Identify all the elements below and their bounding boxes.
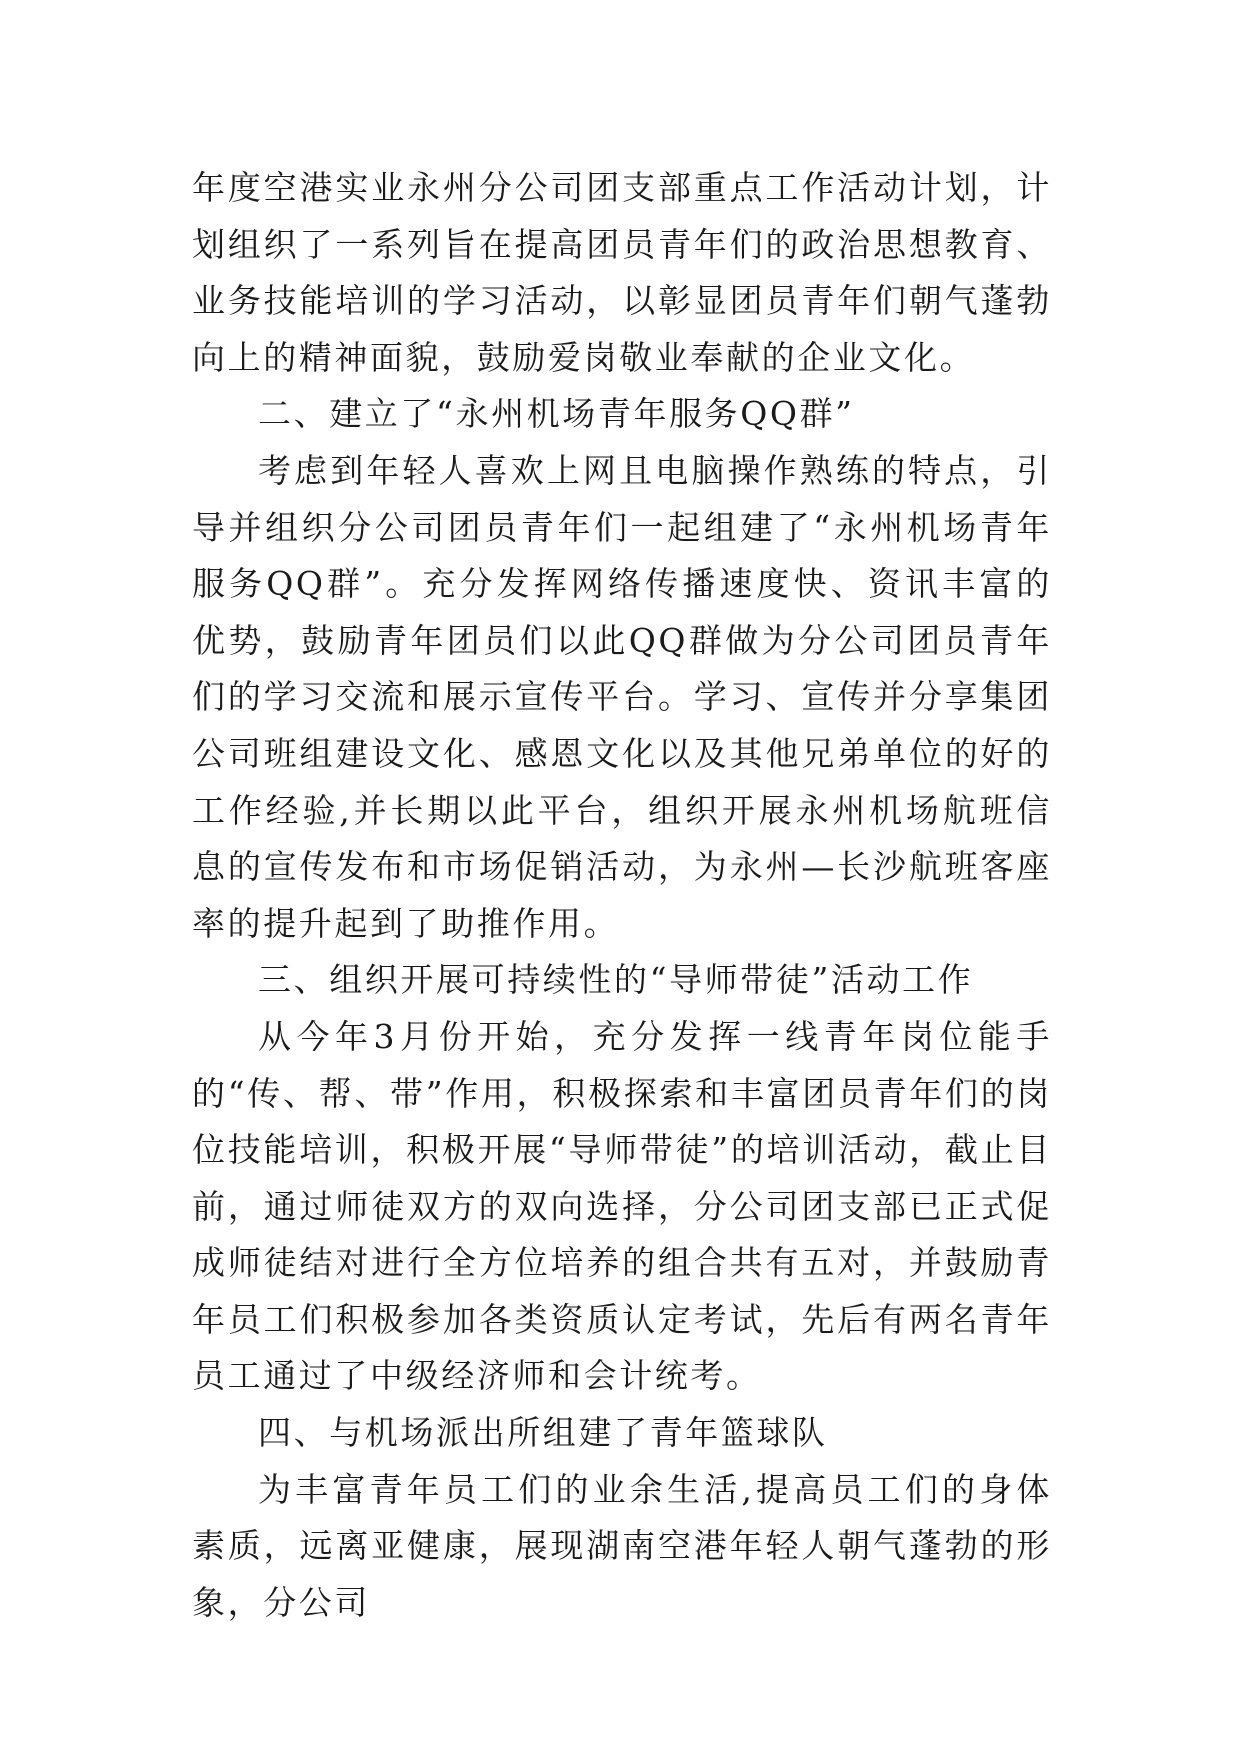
- paragraph-basketball: 为丰富青年员工们的业余生活,提高员工们的身体素质，远离亚健康，展现湖南空港年轻人朝气蓬勃的形象，分公司: [192, 1469, 1052, 1622]
- section-heading-qq-group: 二、建立了“永州机场青年服务QQ群”: [258, 394, 855, 434]
- section-heading-basketball: 四、与机场派出所组建了青年篮球队: [258, 1413, 828, 1453]
- paragraph-continuation: 年度空港实业永州分公司团支部重点工作活动计划，计划组织了一系列旨在提高团员青年们的政治思想教育、业务技能培训的学习活动，以彰显团员青年们朝气蓬勃向上的精神面貌，鼓励爱岗敬业奉献的企业文化。: [192, 168, 1052, 377]
- section-heading-mentorship: 三、组织开展可持续性的“导师带徒”活动工作: [258, 960, 974, 1000]
- paragraph-qq-group: 考虑到年轻人喜欢上网且电脑操作熟练的特点，引导并组织分公司团员青年们一起组建了“永州机场青年服务QQ群”。充分发挥网络传播速度快、资讯丰富的优势，鼓励青年团员们以此QQ群做为分公司团员青年们的学习交流和展示宣传平台。学习、宣传并分享集团公司班组建设文化、感恩文化以及其他兄弟单位的好的工作经验,并长期以此平台，组织开展永州机场航班信息的宣传发布和市场促销活动，为永州—长沙航班客座率的提升起到了助推作用。: [192, 450, 1052, 943]
- paragraph-mentorship: 从今年3月份开始，充分发挥一线青年岗位能手的“传、帮、带”作用，积极探索和丰富团员青年们的岗位技能培训，积极开展“导师带徒”的培训活动，截止目前，通过师徒双方的双向选择，分公司团支部已正式促成师徒结对进行全方位培养的组合共有五对，并鼓励青年员工们积极参加各类资质认定考试，先后有两名青年员工通过了中级经济师和会计统考。: [192, 1016, 1052, 1396]
- document-body: [192, 160, 1052, 1631]
